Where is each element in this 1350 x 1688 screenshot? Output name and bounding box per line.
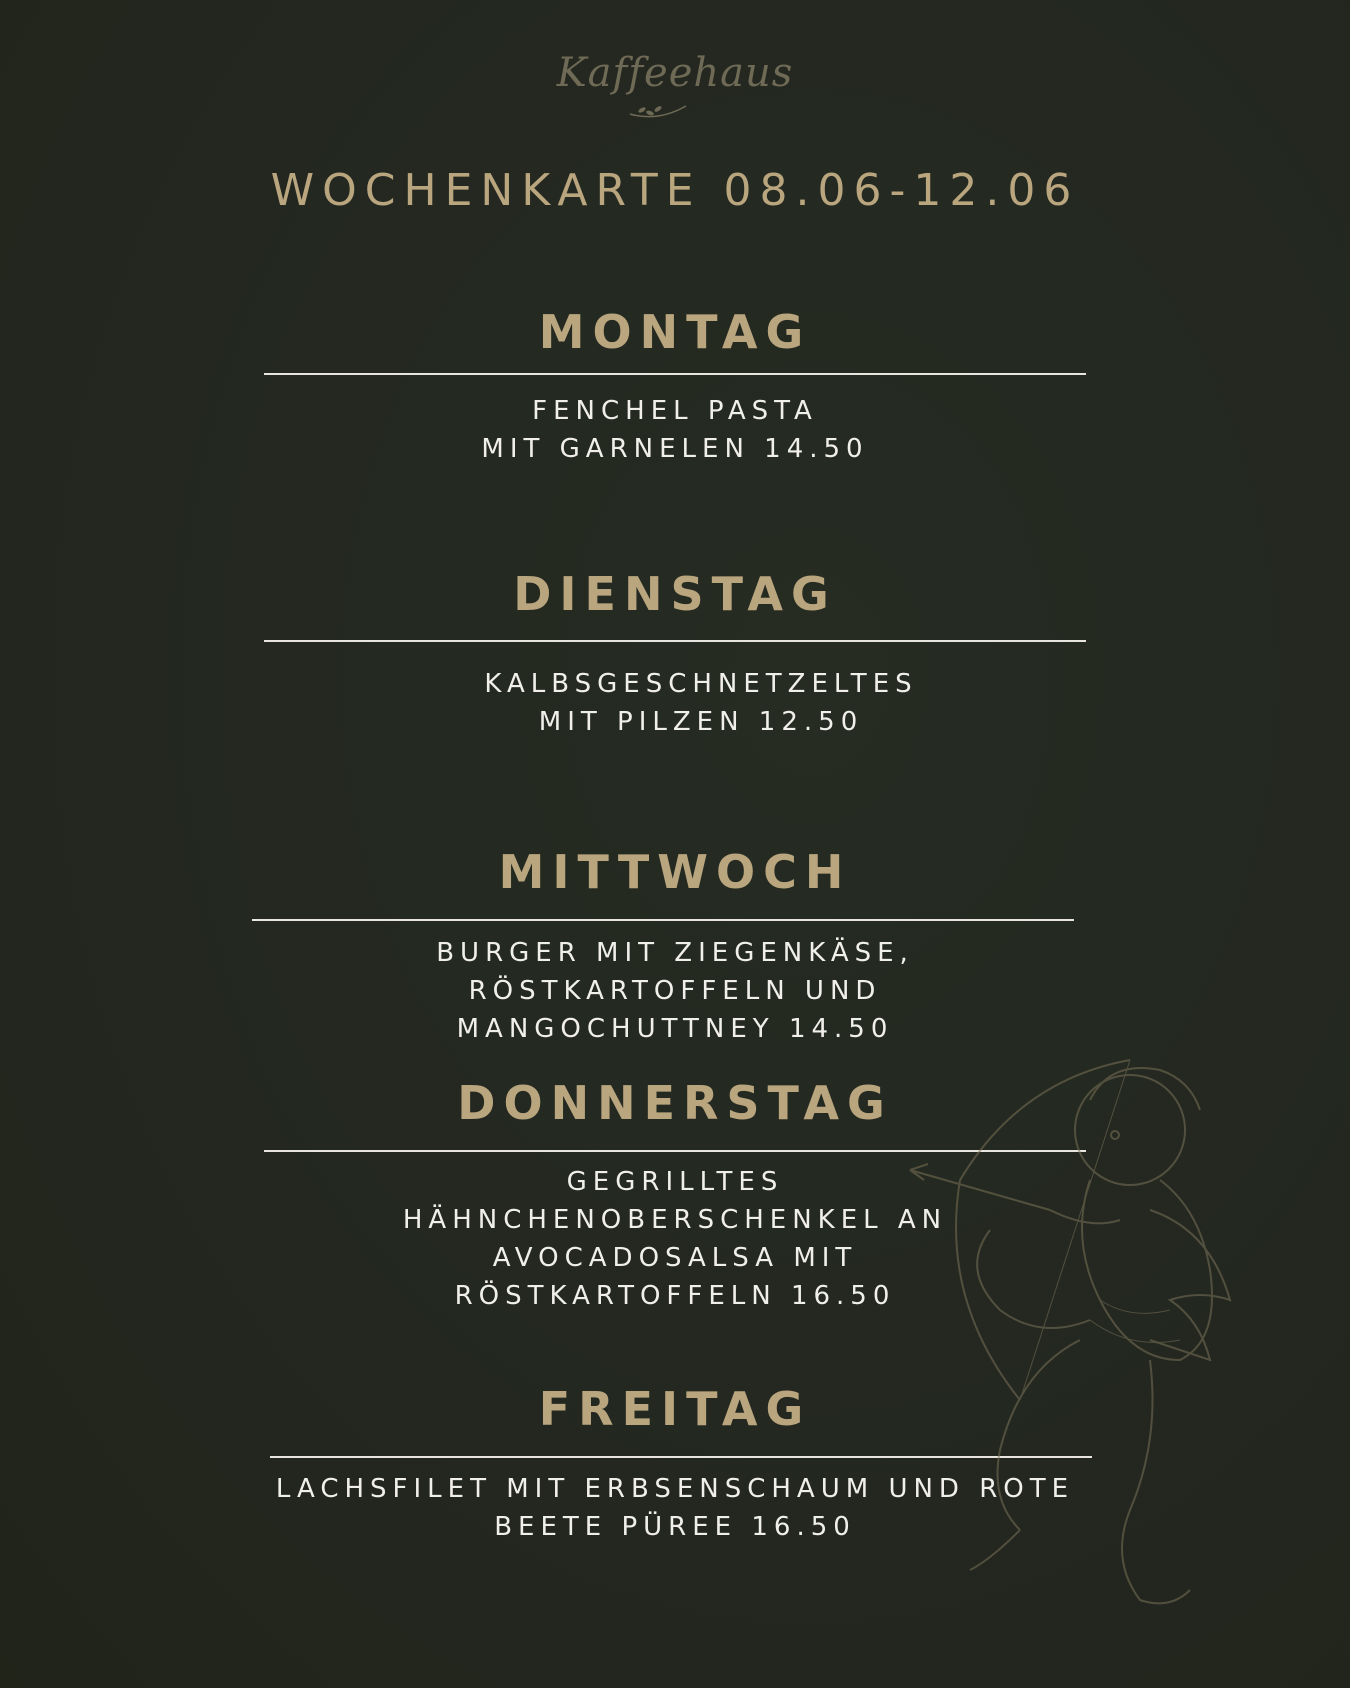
dish-line: AVOCADOSALSA MIT	[492, 1243, 858, 1273]
dish-wednesday	[0, 934, 1350, 1048]
dish-line: LACHSFILET MIT ERBSENSCHAUM UND ROTE	[275, 1474, 1075, 1504]
dish-line: MANGOCHUTTNEY 14.50	[456, 1014, 894, 1044]
dish-line: HÄHNCHENOBERSCHENKEL AN	[402, 1205, 948, 1235]
dish-line: FENCHEL PASTA	[532, 396, 818, 426]
dish-line: RÖSTKARTOFFELN 16.50	[454, 1281, 896, 1311]
day-heading-wednesday: MITTWOCH	[498, 845, 852, 899]
divider-line	[264, 640, 1086, 642]
kaffeehaus-logo: Kaffeehaus	[556, 50, 794, 96]
dish-line: BURGER MIT ZIEGENKÄSE,	[436, 938, 914, 968]
dish-monday	[0, 392, 1350, 468]
dish-line: RÖSTKARTOFFELN UND	[468, 976, 882, 1006]
dish-line: KALBSGESCHNETZELTES	[484, 669, 918, 699]
dish-line: MIT PILZEN 12.50	[538, 707, 864, 737]
dish-tuesday	[26, 665, 1350, 741]
menu-title: WOCHENKARTE 08.06-12.06	[270, 165, 1080, 216]
dish-line: BEETE PÜREE 16.50	[494, 1512, 856, 1542]
day-heading-thursday: DONNERSTAG	[457, 1076, 893, 1130]
day-heading-friday: FREITAG	[538, 1382, 812, 1436]
cherub-archer-icon	[900, 1040, 1240, 1640]
day-heading-tuesday: DIENSTAG	[513, 567, 837, 621]
dish-line: MIT GARNELEN 14.50	[481, 434, 869, 464]
divider-line	[264, 373, 1086, 375]
day-heading-monday: MONTAG	[538, 305, 812, 359]
dish-line: GEGRILLTES	[566, 1167, 784, 1197]
leaf-branch-icon	[628, 98, 688, 120]
divider-line	[252, 919, 1074, 921]
